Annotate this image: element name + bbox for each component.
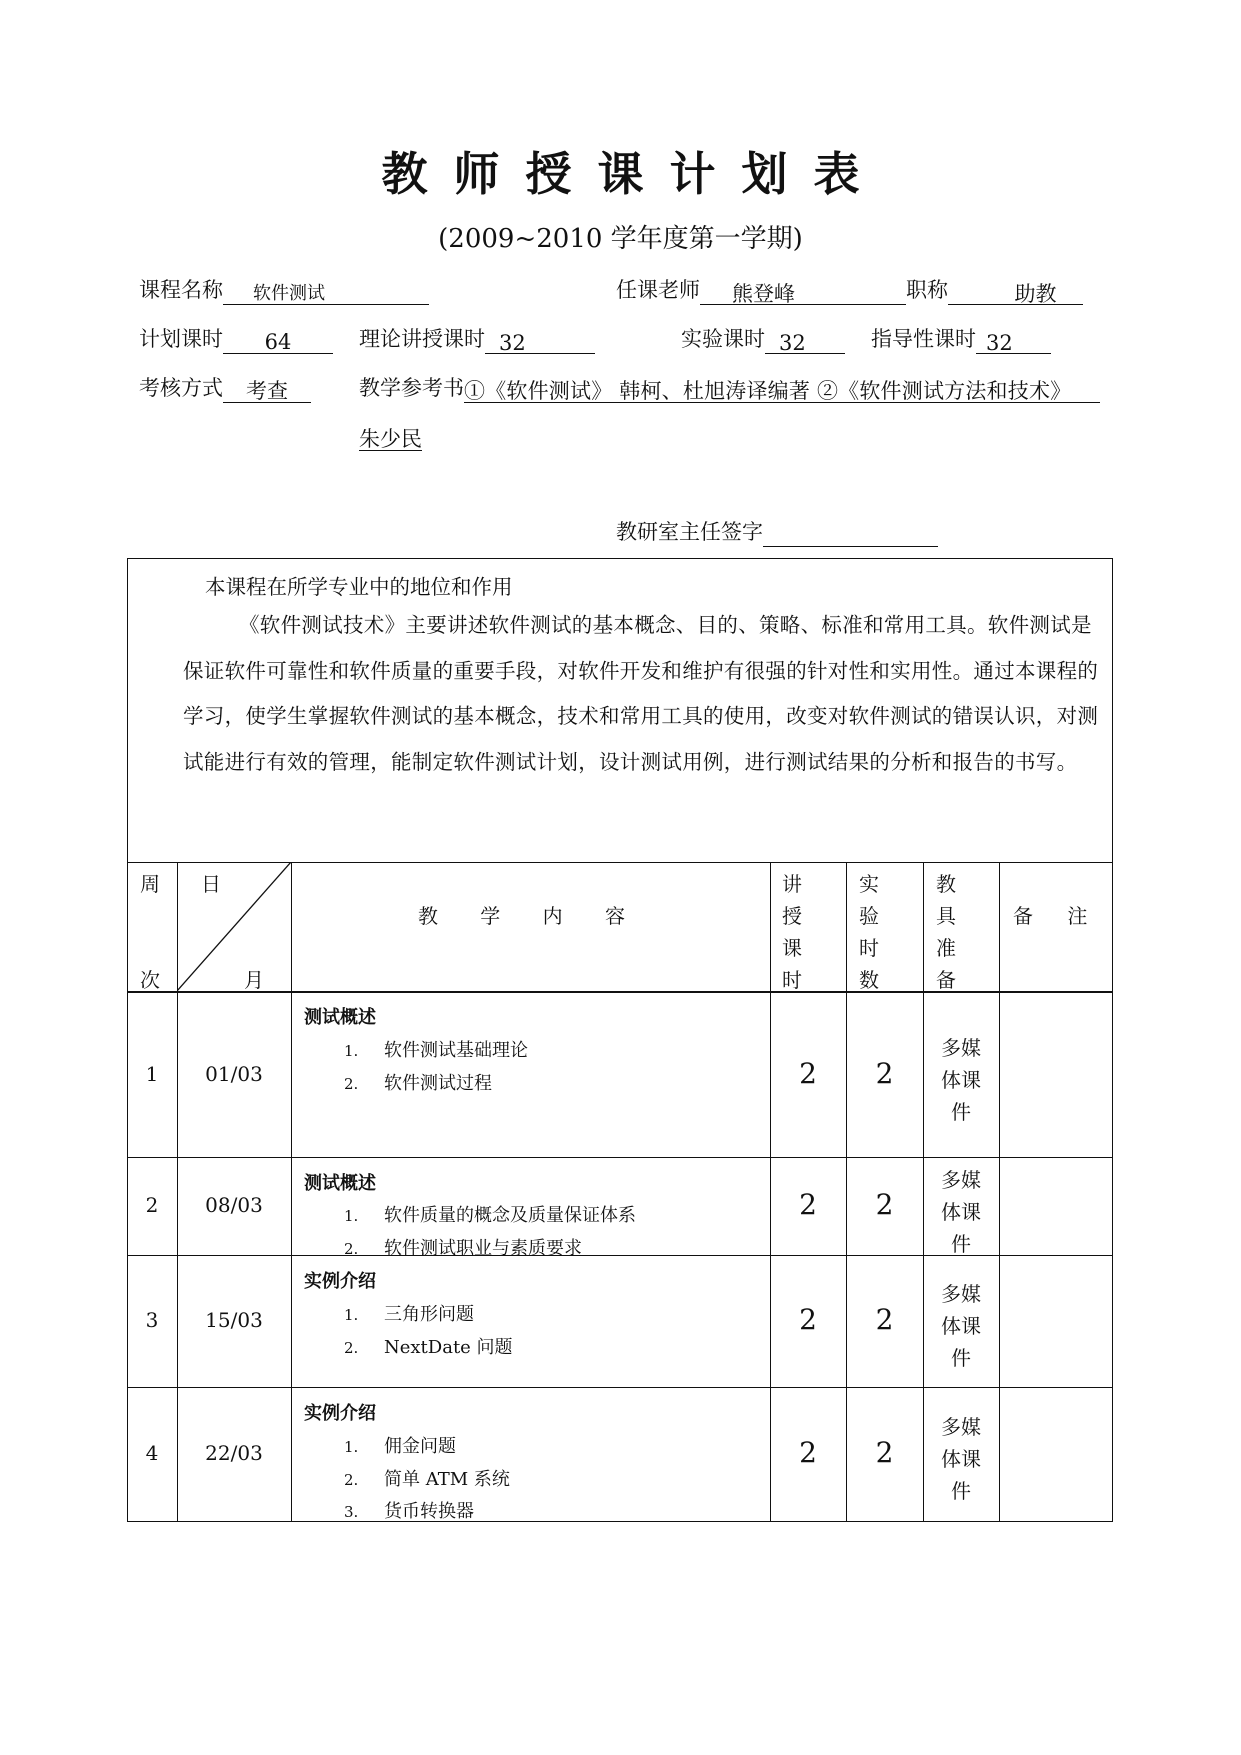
guide-hours-value: 32	[976, 328, 1051, 354]
header-day: 日	[201, 872, 221, 896]
row1-lecture: 2	[799, 1057, 817, 1090]
row3-date: 15/03	[205, 1308, 263, 1332]
row2-date: 08/03	[205, 1193, 263, 1217]
row4-tools-2: 体课	[941, 1447, 981, 1471]
teacher-value: 熊登峰	[700, 279, 906, 305]
header-remark: 备 注	[1013, 904, 1102, 928]
header-lecture-4: 时	[782, 968, 802, 992]
guide-hours-field	[871, 324, 1051, 354]
row2-tools-1: 多媒	[941, 1168, 981, 1192]
reference-value: ①《软件测试》 韩柯、杜旭涛译编著 ②《软件测试方法和技术》	[464, 376, 1100, 403]
row2-week: 2	[145, 1193, 159, 1217]
col-divider	[291, 862, 292, 1522]
page-subtitle: (2009~2010 学年度第一学期)	[438, 224, 803, 254]
theory-hours-field	[359, 324, 595, 354]
row4-item: 1. 佣金问题	[344, 1436, 456, 1457]
row4-tools-3: 件	[951, 1479, 971, 1503]
header-tools-3: 准	[936, 936, 956, 960]
header-lab-1: 实	[859, 872, 879, 896]
signature-line	[763, 520, 938, 547]
intro-heading: 本课程在所学专业中的地位和作用	[205, 575, 513, 599]
assessment-label: 考核方式	[139, 376, 223, 400]
row3-week: 3	[145, 1308, 159, 1332]
row3-lecture: 2	[799, 1303, 817, 1336]
plan-hours-label: 计划课时	[139, 327, 223, 351]
header-tools-1: 教	[936, 872, 956, 896]
reference-field-cont	[359, 421, 422, 451]
header-lab-4: 数	[859, 968, 879, 992]
row2-item: 2. 软件测试职业与素质要求	[344, 1238, 582, 1259]
row2-topic: 测试概述	[304, 1173, 376, 1194]
row1-week: 1	[145, 1062, 159, 1086]
row2-tools-2: 体课	[941, 1200, 981, 1224]
row1-item: 2. 软件测试过程	[344, 1073, 492, 1094]
row2-item: 1. 软件质量的概念及质量保证体系	[344, 1205, 636, 1226]
row4-item: 2. 简单 ATM 系统	[344, 1469, 510, 1490]
header-divider	[127, 991, 1113, 993]
assessment-value: 考查	[223, 376, 311, 403]
assessment-field	[139, 373, 311, 403]
row4-tools-1: 多媒	[941, 1415, 981, 1439]
header-content: 教 学 内 容	[417, 904, 644, 928]
teacher-field	[616, 275, 1083, 305]
rank-value: 助教	[948, 279, 1083, 305]
row3-lab: 2	[875, 1303, 894, 1336]
row1-item: 1. 软件测试基础理论	[344, 1040, 528, 1061]
teacher-label: 任课老师	[616, 278, 700, 302]
header-lecture-1: 讲	[782, 872, 802, 896]
row2-tools-3: 件	[951, 1232, 971, 1256]
header-lab-3: 时	[859, 936, 879, 960]
row4-topic: 实例介绍	[304, 1403, 376, 1424]
lab-hours-label: 实验课时	[681, 327, 765, 351]
course-name-value: 软件测试	[223, 279, 429, 305]
signature-label: 教研室主任签字	[616, 520, 763, 544]
row1-date: 01/03	[205, 1062, 263, 1086]
row3-item: 1. 三角形问题	[344, 1304, 474, 1325]
reference-value-2: 朱少民	[359, 424, 422, 451]
header-lecture-2: 授	[782, 904, 802, 928]
row1-tools-3: 件	[951, 1100, 971, 1124]
theory-hours-label: 理论讲授课时	[359, 327, 485, 351]
row-divider	[127, 1387, 1113, 1388]
page-title: 教师授课计划表	[381, 147, 886, 201]
row1-topic: 测试概述	[304, 1007, 376, 1028]
row3-tools-2: 体课	[941, 1314, 981, 1338]
row4-item: 3. 货币转换器	[344, 1501, 474, 1522]
lab-hours-value: 32	[765, 328, 845, 354]
row3-topic: 实例介绍	[304, 1271, 376, 1292]
header-tools-4: 备	[936, 968, 956, 992]
header-diagonal	[177, 862, 291, 991]
row3-tools-3: 件	[951, 1346, 971, 1370]
course-name-field	[139, 275, 429, 305]
header-week-top: 周	[140, 872, 160, 896]
header-lecture-3: 课	[782, 936, 802, 960]
reference-field	[359, 373, 1100, 403]
plan-hours-value: 64	[223, 327, 333, 354]
intro-paragraph: 《软件测试技术》主要讲述软件测试的基本概念、目的、策略、标准和常用工具。软件测试是保证软件可靠性和软件质量的重要手段，对软件开发和维护有很强的针对性和实用性。通过本课程的学习，使学生掌握软件测试的基本概念，技术和常用工具的使用，改变对软件测试的错误认识，对测试能进行有效的管理，能制定软件测试计划，设计测试用例，进行测试结果的分析和报告的书写。	[183, 613, 1099, 774]
row3-item: 2. NextDate 问题	[344, 1337, 513, 1358]
plan-hours-field	[139, 324, 333, 354]
row1-tools-1: 多媒	[941, 1036, 981, 1060]
row1-tools-2: 体课	[941, 1068, 981, 1092]
row4-lab: 2	[875, 1436, 894, 1469]
row1-lab: 2	[875, 1057, 894, 1090]
reference-label: 教学参考书	[359, 376, 464, 400]
header-lab-2: 验	[859, 904, 879, 928]
row2-lecture: 2	[799, 1188, 817, 1221]
guide-hours-label: 指导性课时	[871, 327, 976, 351]
row3-tools-1: 多媒	[941, 1282, 981, 1306]
header-week-bottom: 次	[140, 968, 160, 992]
row4-lecture: 2	[799, 1436, 817, 1469]
signature-field	[616, 517, 938, 547]
header-month: 月	[244, 968, 264, 992]
row2-lab: 2	[875, 1188, 894, 1221]
row-divider	[127, 1157, 1113, 1158]
lab-hours-field	[681, 324, 845, 354]
rank-label: 职称	[906, 278, 948, 302]
col-divider	[999, 862, 1000, 1522]
row4-week: 4	[145, 1441, 159, 1465]
row4-date: 22/03	[205, 1441, 263, 1465]
header-tools-2: 具	[936, 904, 956, 928]
course-name-label: 课程名称	[139, 278, 223, 302]
theory-hours-value: 32	[485, 328, 595, 354]
